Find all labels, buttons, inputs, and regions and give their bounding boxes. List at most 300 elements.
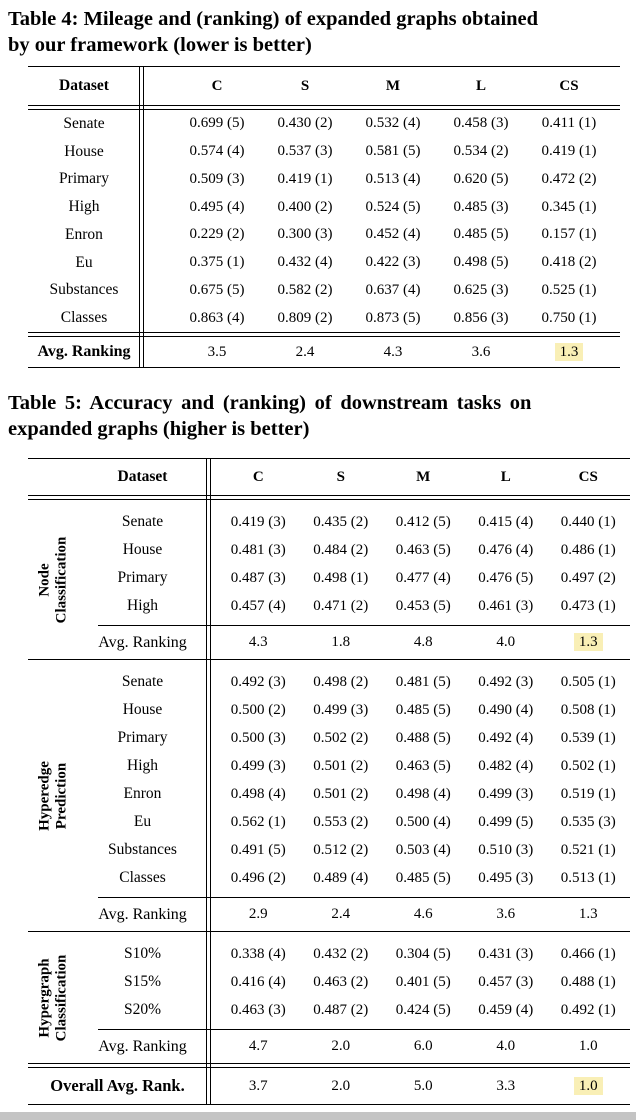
dataset-label: Primary bbox=[117, 569, 168, 586]
cell-value: 0.750 (1) bbox=[541, 309, 597, 326]
cell-value: 4.7 bbox=[248, 1038, 268, 1054]
cell-value: 0.485 (5) bbox=[395, 869, 451, 886]
cell bbox=[300, 758, 383, 775]
group-label-line: Node bbox=[36, 562, 53, 597]
cell-value: 0.416 (4) bbox=[230, 973, 286, 990]
cell-value: 0.463 (3) bbox=[230, 1001, 286, 1018]
cell-value: 0.562 (1) bbox=[230, 813, 286, 830]
cell bbox=[173, 171, 261, 188]
cell-value: 2.0 bbox=[331, 1077, 351, 1094]
cell-value: 0.675 (5) bbox=[189, 281, 245, 298]
dataset-label: House bbox=[122, 541, 163, 558]
cell-value: 0.492 (4) bbox=[478, 729, 534, 746]
table-row bbox=[28, 592, 630, 620]
cell-value: 0.499 (3) bbox=[313, 701, 369, 718]
cell-value: 0.500 (2) bbox=[230, 701, 286, 718]
cell bbox=[217, 842, 300, 859]
table-row bbox=[28, 808, 630, 836]
cell-value: 1.8 bbox=[331, 634, 351, 650]
table5-sections bbox=[28, 500, 630, 1063]
group-label-line: Classification bbox=[53, 536, 69, 623]
cell-value: 0.500 (3) bbox=[230, 729, 286, 746]
table-row bbox=[28, 696, 630, 724]
cell bbox=[173, 282, 261, 299]
cell bbox=[465, 814, 548, 831]
cell-value: 4.0 bbox=[496, 1038, 516, 1054]
table-row bbox=[28, 780, 630, 808]
cell-value: 0.498 (4) bbox=[230, 785, 286, 802]
cell bbox=[349, 254, 437, 271]
section-group-label-text bbox=[37, 954, 70, 1041]
cell-value: 0.471 (2) bbox=[313, 597, 369, 614]
cell bbox=[300, 1038, 383, 1055]
cell bbox=[261, 310, 349, 327]
cell bbox=[349, 310, 437, 327]
table5-caption-line2: expanded graphs (higher is better) bbox=[8, 418, 310, 440]
header-cs: CS bbox=[578, 468, 598, 485]
cell bbox=[217, 870, 300, 887]
cell bbox=[547, 906, 630, 923]
header-l: L bbox=[475, 77, 486, 94]
cell bbox=[300, 542, 383, 559]
cell-value: 0.486 (1) bbox=[560, 541, 616, 558]
cell bbox=[217, 514, 300, 531]
cell bbox=[382, 634, 465, 651]
table-row bbox=[28, 337, 620, 367]
cell bbox=[547, 1038, 630, 1055]
cell-value: 1.3 bbox=[578, 906, 598, 922]
table-row bbox=[28, 138, 620, 166]
cell bbox=[173, 344, 261, 361]
dataset-label: S10% bbox=[123, 945, 162, 962]
cell bbox=[300, 946, 383, 963]
cell bbox=[465, 1002, 548, 1019]
cell-value: 0.525 (1) bbox=[541, 281, 597, 298]
cell bbox=[437, 310, 525, 327]
dataset-label: House bbox=[64, 142, 104, 160]
cell bbox=[382, 570, 465, 587]
cell bbox=[300, 870, 383, 887]
cell-value: 0.412 (5) bbox=[395, 513, 451, 530]
header-m: M bbox=[385, 77, 401, 94]
cell-value: 0.459 (4) bbox=[478, 1001, 534, 1018]
cell bbox=[382, 974, 465, 991]
cell bbox=[300, 634, 383, 651]
cell bbox=[261, 171, 349, 188]
cell-value: 0.463 (2) bbox=[313, 973, 369, 990]
cell bbox=[547, 598, 630, 615]
cell bbox=[300, 702, 383, 719]
cell bbox=[465, 946, 548, 963]
cell-value: 0.699 (5) bbox=[189, 115, 245, 132]
cell bbox=[547, 758, 630, 775]
dataset-label: High bbox=[127, 757, 158, 774]
cell bbox=[465, 758, 548, 775]
cell-value: 0.458 (3) bbox=[453, 115, 509, 132]
table4-caption-line2: by our framework (lower is better) bbox=[8, 34, 312, 56]
cell-value: 3.7 bbox=[248, 1077, 268, 1094]
table4-caption bbox=[8, 6, 636, 58]
cell bbox=[465, 570, 548, 587]
cell bbox=[261, 344, 349, 361]
cell-value: 0.524 (5) bbox=[365, 198, 421, 215]
table-row bbox=[28, 277, 620, 305]
cell-value: 0.419 (1) bbox=[277, 170, 333, 187]
cell bbox=[382, 906, 465, 923]
cell-value: 3.5 bbox=[207, 343, 227, 360]
task-section bbox=[28, 932, 630, 1063]
cell bbox=[465, 870, 548, 887]
cell-value: 0.477 (4) bbox=[395, 569, 451, 586]
cell bbox=[547, 674, 630, 691]
cell bbox=[261, 282, 349, 299]
cell bbox=[465, 702, 548, 719]
cell bbox=[437, 226, 525, 243]
dataset-label: Eu bbox=[75, 253, 93, 271]
dataset-label: Enron bbox=[65, 225, 103, 243]
cell bbox=[547, 1002, 630, 1019]
cell-value: 0.481 (3) bbox=[230, 541, 286, 558]
cell bbox=[525, 282, 613, 299]
cell bbox=[217, 570, 300, 587]
cell bbox=[382, 542, 465, 559]
cell bbox=[465, 514, 548, 531]
cell-value: 4.3 bbox=[383, 343, 403, 360]
cell-value: 0.581 (5) bbox=[365, 143, 421, 160]
cell bbox=[465, 1038, 548, 1055]
section-group-label-text bbox=[37, 536, 70, 623]
cell-value: 0.488 (1) bbox=[560, 973, 616, 990]
table-row bbox=[28, 249, 620, 277]
table-row bbox=[28, 564, 630, 592]
cell bbox=[547, 702, 630, 719]
cell bbox=[382, 842, 465, 859]
cell-value: 0.498 (1) bbox=[313, 569, 369, 586]
cell bbox=[261, 226, 349, 243]
cell bbox=[437, 282, 525, 299]
cell bbox=[173, 226, 261, 243]
cell bbox=[300, 1002, 383, 1019]
section-group-label-text bbox=[37, 761, 70, 831]
dataset-label: Senate bbox=[121, 513, 164, 530]
table4-body bbox=[28, 110, 620, 332]
cell-value: 4.0 bbox=[496, 634, 516, 650]
cell bbox=[217, 634, 300, 651]
cell-value: 0.502 (2) bbox=[313, 729, 369, 746]
group-label-line: Prediction bbox=[53, 762, 69, 829]
cell-value: 0.513 (4) bbox=[365, 170, 421, 187]
cell-value: 0.856 (3) bbox=[453, 309, 509, 326]
cell-value: 0.809 (2) bbox=[277, 309, 333, 326]
cell-value: 0.419 (1) bbox=[541, 143, 597, 160]
cell bbox=[173, 199, 261, 216]
cell-value: 0.498 (5) bbox=[453, 254, 509, 271]
cell-value: 0.521 (1) bbox=[560, 841, 616, 858]
table-row bbox=[28, 626, 630, 659]
cell-value: 0.473 (1) bbox=[560, 597, 616, 614]
avg-ranking-label: Avg. Ranking bbox=[98, 1037, 187, 1055]
cell-value: 0.300 (3) bbox=[277, 226, 333, 243]
cell-value: 0.400 (2) bbox=[277, 198, 333, 215]
cell bbox=[217, 786, 300, 803]
cell bbox=[217, 1078, 300, 1095]
cell bbox=[465, 974, 548, 991]
table5-overall-row bbox=[28, 1068, 630, 1104]
dataset-label: Senate bbox=[121, 673, 164, 690]
header-c: C bbox=[211, 77, 223, 94]
cell-value: 0.484 (2) bbox=[313, 541, 369, 558]
cell-value: 0.534 (2) bbox=[453, 143, 509, 160]
cell-value: 0.625 (3) bbox=[453, 281, 509, 298]
table4-caption-line1: Table 4: Mileage and (ranking) of expanded graphs obtained bbox=[8, 8, 539, 30]
cell bbox=[465, 598, 548, 615]
cell-value: 1.0 bbox=[578, 1038, 598, 1054]
cell bbox=[349, 171, 437, 188]
cell bbox=[300, 674, 383, 691]
cell-value: 0.432 (4) bbox=[277, 254, 333, 271]
cell bbox=[217, 974, 300, 991]
cell bbox=[465, 1078, 548, 1095]
table-row bbox=[28, 752, 630, 780]
cell bbox=[349, 199, 437, 216]
overall-avg-rank-label: Overall Avg. Rank. bbox=[50, 1076, 185, 1095]
cell bbox=[217, 814, 300, 831]
cell-value: 0.620 (5) bbox=[453, 170, 509, 187]
cell-value: 0.476 (5) bbox=[478, 569, 534, 586]
cell-value: 0.463 (5) bbox=[395, 541, 451, 558]
header-dataset: Dataset bbox=[59, 77, 109, 94]
cell bbox=[217, 674, 300, 691]
dataset-label: House bbox=[122, 701, 163, 718]
cell bbox=[382, 514, 465, 531]
table-row bbox=[28, 996, 630, 1024]
overall-avg-rank-row bbox=[28, 1068, 630, 1104]
cell-value: 2.4 bbox=[295, 343, 315, 360]
cell bbox=[382, 1002, 465, 1019]
cell-value: 4.8 bbox=[413, 634, 433, 650]
cell bbox=[300, 1078, 383, 1095]
table-row bbox=[28, 221, 620, 249]
cell-value: 0.512 (2) bbox=[313, 841, 369, 858]
cell-value: 4.6 bbox=[413, 906, 433, 922]
cell-value: 0.485 (5) bbox=[453, 226, 509, 243]
cell bbox=[217, 542, 300, 559]
cell-value: 0.539 (1) bbox=[560, 729, 616, 746]
cell-value: 0.452 (4) bbox=[365, 226, 421, 243]
cell-value: 0.422 (3) bbox=[365, 254, 421, 271]
cell bbox=[300, 514, 383, 531]
cell-value: 0.508 (1) bbox=[560, 701, 616, 718]
cell-value: 0.495 (4) bbox=[189, 198, 245, 215]
cell bbox=[465, 906, 548, 923]
cell-value: 0.418 (2) bbox=[541, 254, 597, 271]
table-row bbox=[28, 166, 620, 194]
cell-value: 0.492 (3) bbox=[478, 673, 534, 690]
cell-value: 0.492 (3) bbox=[230, 673, 286, 690]
cell bbox=[382, 870, 465, 887]
cell bbox=[382, 1038, 465, 1055]
header-c: C bbox=[252, 468, 264, 485]
cell-value: 0.482 (4) bbox=[478, 757, 534, 774]
cell bbox=[465, 542, 548, 559]
cell-value: 0.637 (4) bbox=[365, 281, 421, 298]
dataset-label: S15% bbox=[123, 973, 162, 990]
cell-value: 0.466 (1) bbox=[560, 945, 616, 962]
cell bbox=[437, 344, 525, 361]
table-5 bbox=[28, 458, 630, 1105]
cell-value: 0.487 (2) bbox=[313, 1001, 369, 1018]
cell-value: 0.435 (2) bbox=[313, 513, 369, 530]
cell bbox=[217, 702, 300, 719]
dataset-label: High bbox=[68, 198, 100, 216]
cell bbox=[217, 598, 300, 615]
group-label-line: Hypergraph bbox=[36, 957, 53, 1038]
cell bbox=[465, 730, 548, 747]
cell-value: 0.463 (5) bbox=[395, 757, 451, 774]
cell bbox=[547, 542, 630, 559]
cell bbox=[382, 598, 465, 615]
section-group-label bbox=[28, 500, 78, 659]
table-row bbox=[28, 110, 620, 138]
cell-value: 0.476 (4) bbox=[478, 541, 534, 558]
cell-value: 0.497 (2) bbox=[560, 569, 616, 586]
cell-value: 0.487 (3) bbox=[230, 569, 286, 586]
cell-value: 0.401 (5) bbox=[395, 973, 451, 990]
cell-value: 0.229 (2) bbox=[189, 226, 245, 243]
cell-value: 5.0 bbox=[413, 1077, 433, 1094]
cell bbox=[300, 730, 383, 747]
dataset-label: Primary bbox=[117, 729, 168, 746]
cell bbox=[465, 674, 548, 691]
avg-ranking-label: Avg. Ranking bbox=[98, 633, 187, 651]
header-m: M bbox=[416, 468, 431, 485]
cell-value: 0.499 (3) bbox=[478, 785, 534, 802]
cell bbox=[437, 199, 525, 216]
section-group-label bbox=[28, 660, 78, 931]
cell bbox=[437, 254, 525, 271]
cell-value: 4.3 bbox=[248, 634, 268, 650]
cell bbox=[525, 344, 613, 361]
cell bbox=[349, 226, 437, 243]
table-row bbox=[28, 668, 630, 696]
cell-value: 0.574 (4) bbox=[189, 143, 245, 160]
cell bbox=[261, 199, 349, 216]
cell-value: 0.502 (1) bbox=[560, 757, 616, 774]
cell bbox=[217, 906, 300, 923]
cell-value: 0.304 (5) bbox=[395, 945, 451, 962]
cell bbox=[217, 1038, 300, 1055]
avg-ranking-label: Avg. Ranking bbox=[37, 343, 131, 360]
cell-value: 0.415 (4) bbox=[478, 513, 534, 530]
cell-value: 0.485 (5) bbox=[395, 701, 451, 718]
table4-avg-ranking-row bbox=[28, 337, 620, 367]
cell bbox=[547, 570, 630, 587]
cell-value: 6.0 bbox=[413, 1038, 433, 1054]
cell bbox=[437, 115, 525, 132]
cell-value: 0.411 (1) bbox=[541, 115, 597, 132]
cell-value: 0.424 (5) bbox=[395, 1001, 451, 1018]
header-s: S bbox=[300, 77, 310, 94]
cell-value: 0.873 (5) bbox=[365, 309, 421, 326]
cell bbox=[382, 674, 465, 691]
cell bbox=[349, 282, 437, 299]
cell bbox=[547, 946, 630, 963]
cell-value: 0.432 (2) bbox=[313, 945, 369, 962]
cell-value: 1.3 bbox=[555, 343, 584, 361]
table4-header-row bbox=[28, 67, 620, 105]
table-row bbox=[28, 536, 630, 564]
dataset-label: Eu bbox=[133, 813, 152, 830]
cell bbox=[382, 730, 465, 747]
cell bbox=[547, 814, 630, 831]
cell-value: 0.430 (2) bbox=[277, 115, 333, 132]
bottom-edge-strip bbox=[0, 1112, 636, 1120]
cell bbox=[173, 143, 261, 160]
cell bbox=[217, 730, 300, 747]
dataset-label: Substances bbox=[49, 281, 119, 299]
table-row bbox=[28, 968, 630, 996]
cell bbox=[465, 786, 548, 803]
cell-value: 0.509 (3) bbox=[189, 170, 245, 187]
cell-value: 0.863 (4) bbox=[189, 309, 245, 326]
cell bbox=[300, 598, 383, 615]
cell bbox=[217, 1002, 300, 1019]
dataset-label: Classes bbox=[119, 869, 166, 886]
cell-value: 0.501 (2) bbox=[313, 785, 369, 802]
cell bbox=[525, 115, 613, 132]
cell-value: 3.6 bbox=[496, 906, 516, 922]
dataset-label: High bbox=[127, 597, 158, 614]
cell-value: 2.0 bbox=[331, 1038, 351, 1054]
cell-value: 0.535 (3) bbox=[560, 813, 616, 830]
task-section bbox=[28, 660, 630, 932]
cell-value: 0.582 (2) bbox=[277, 281, 333, 298]
cell-value: 3.3 bbox=[496, 1077, 516, 1094]
cell-value: 1.3 bbox=[574, 633, 603, 651]
table-row bbox=[28, 864, 630, 892]
cell-value: 0.440 (1) bbox=[560, 513, 616, 530]
cell-value: 0.419 (3) bbox=[230, 513, 286, 530]
cell bbox=[382, 702, 465, 719]
cell-value: 3.6 bbox=[471, 343, 491, 360]
table-row bbox=[28, 1030, 630, 1063]
cell bbox=[382, 786, 465, 803]
cell bbox=[382, 946, 465, 963]
cell bbox=[300, 570, 383, 587]
cell bbox=[300, 906, 383, 923]
cell bbox=[547, 842, 630, 859]
cell bbox=[349, 344, 437, 361]
dataset-label: Substances bbox=[108, 841, 177, 858]
cell bbox=[382, 758, 465, 775]
cell-value: 0.453 (5) bbox=[395, 597, 451, 614]
cell-value: 0.461 (3) bbox=[478, 597, 534, 614]
cell-value: 0.492 (1) bbox=[560, 1001, 616, 1018]
table-row bbox=[28, 836, 630, 864]
column-separator-double-line bbox=[206, 459, 211, 1104]
table5-caption bbox=[8, 390, 636, 442]
cell bbox=[300, 814, 383, 831]
cell bbox=[300, 786, 383, 803]
header-l: L bbox=[500, 468, 511, 485]
cell-value: 0.481 (5) bbox=[395, 673, 451, 690]
cell-value: 0.532 (4) bbox=[365, 115, 421, 132]
cell bbox=[349, 143, 437, 160]
cell bbox=[261, 143, 349, 160]
cell-value: 0.500 (4) bbox=[395, 813, 451, 830]
cell-value: 0.457 (3) bbox=[478, 973, 534, 990]
cell-value: 0.431 (3) bbox=[478, 945, 534, 962]
